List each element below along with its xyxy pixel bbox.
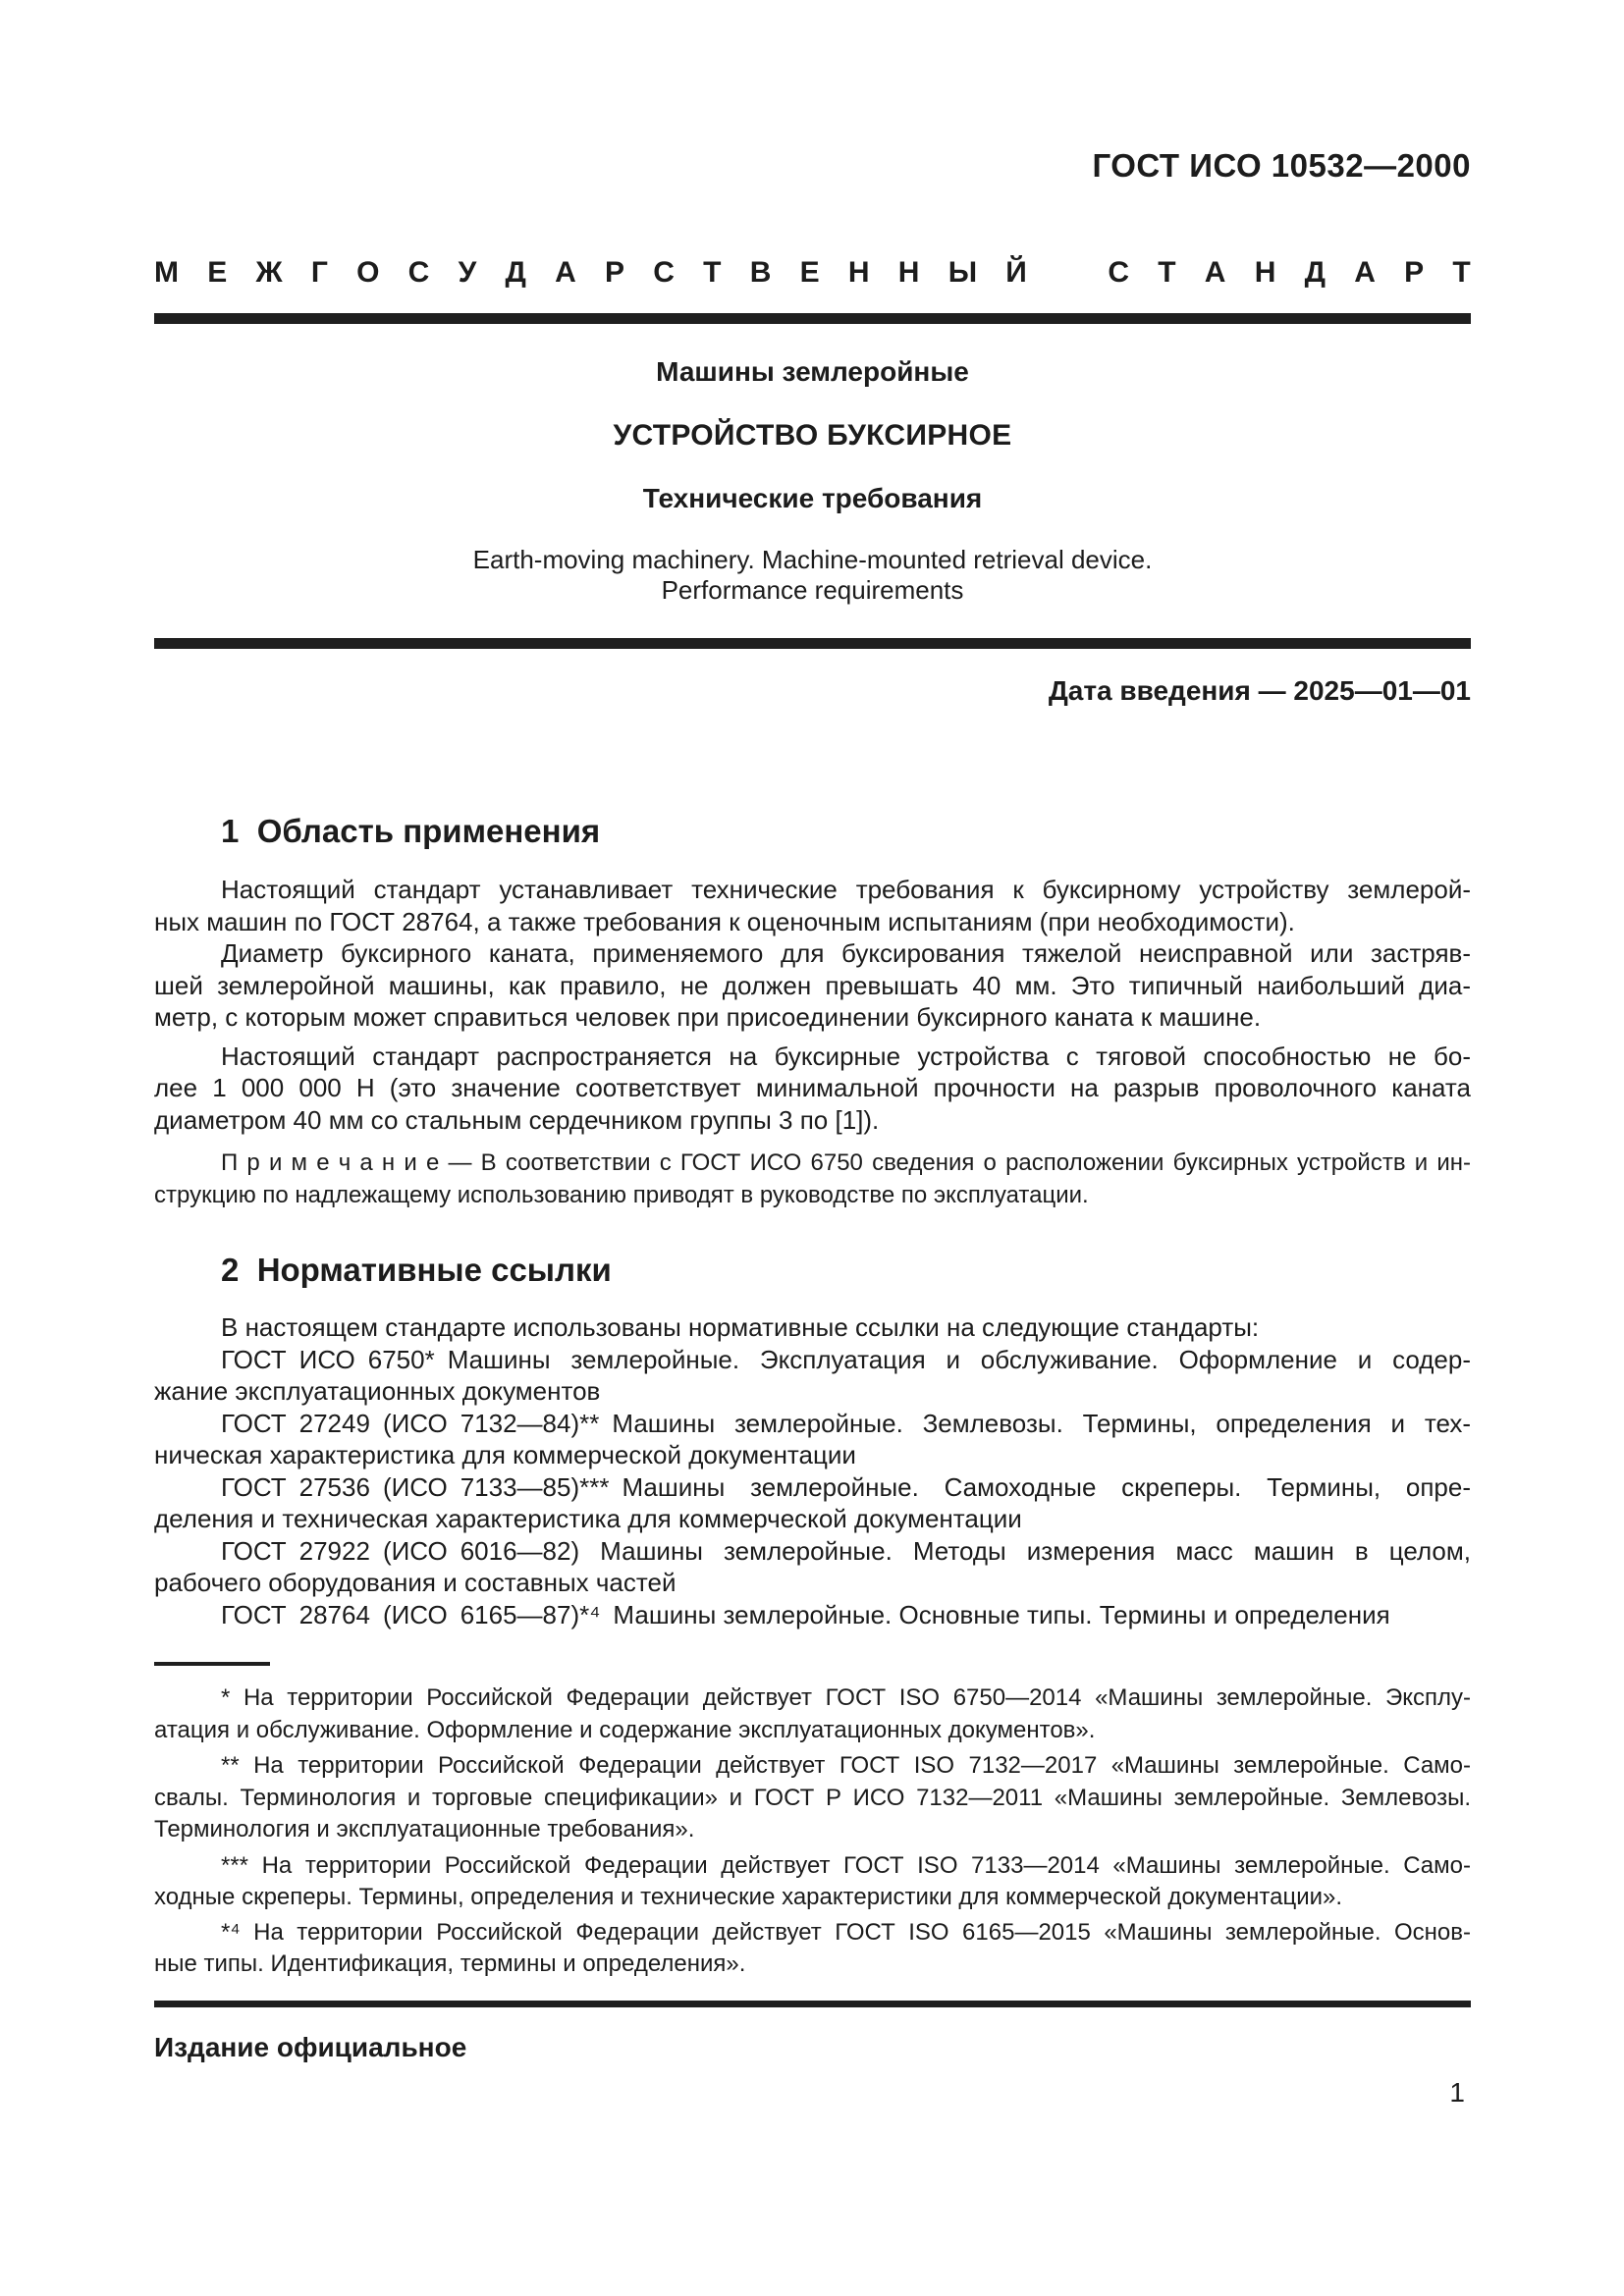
header-rule	[154, 313, 1471, 324]
edition-label: Издание официальное	[154, 2031, 467, 2062]
section-2-heading: 2 Нормативные ссылки	[221, 1252, 612, 1288]
reference-entry-1: ГОСТ ИСО 6750* Машины землеройные. Эксплуатация и обслуживание. Оформление и содер- жание эксплуатационных документов	[154, 1344, 1471, 1406]
page-content	[154, 0, 1471, 2109]
reference-entry-4: ГОСТ 27922 (ИСО 6016—82) Машины землеройные. Методы измерения масс машин в целом, рабочего оборудования и составных частей	[154, 1535, 1471, 1597]
section-1-heading: 1 Область применения	[221, 813, 601, 849]
footnote-2: ** На территории Российской Федерации действует ГОСТ ISO 7132—2017 «Машины землеройные. Само- свалы. Терминология и торговые спецификации» и ГОСТ Р ИСО 7132—2011 «Машины землеройные. Землевозы. Терминология и эксплуатационные требования».	[154, 1752, 1471, 1842]
section-1-paragraph-3: Настоящий стандарт распространяется на буксирные устройства с тяговой способностью не бо- лее 1 000 000 Н (это значение соответствует минимальной прочности на разрыв проволочного каната диаметром 40 мм со стальным сердечником группы 3 по [1]).	[154, 1041, 1471, 1135]
title-rule	[154, 638, 1471, 649]
page-number: 1	[1449, 2076, 1465, 2108]
title-subject: Машины землеройные	[656, 356, 969, 387]
title-main: УСТРОЙСТВО БУКСИРНОЕ	[613, 419, 1012, 452]
title-requirements: Технические требования	[642, 483, 983, 513]
footnote-separator	[154, 1662, 270, 1666]
section-1-paragraph-2: Диаметр буксирного каната, применяемого для буксирования тяжелой неисправной или застряв- шей землеройной машины, как правило, не должен превышать 40 мм. Это типичный наибольший диа- метр, с которым может справиться человек при присоединении буксирного каната к машине.	[154, 938, 1471, 1032]
section-1-note: П р и м е ч а н и е — В соответствии с ГОСТ ИСО 6750 сведения о расположении буксирных устройств и ин- струкцию по надлежащему использованию приводят в руководстве по эксплуатации.	[154, 1149, 1471, 1208]
footnote-4: *⁴ На территории Российской Федерации действует ГОСТ ISO 6165—2015 «Машины землеройные. Основ- ные типы. Идентификация, термины и определения».	[154, 1918, 1471, 1977]
reference-entry-5: ГОСТ 28764 (ИСО 6165—87)*⁴ Машины землеройные. Основные типы. Термины и определения	[221, 1599, 1390, 1629]
footer-rule	[154, 2001, 1471, 2007]
title-english-line2: Performance requirements	[661, 575, 964, 605]
standard-type-heading: М Е Ж Г О С У Д А Р С Т В Е Н Н Ы Й С Т А Н Д А Р Т	[154, 256, 1471, 289]
standard-code: ГОСТ ИСО 10532—2000	[1092, 147, 1471, 184]
title-english-line1: Earth-moving machinery. Machine-mounted retrieval device.	[472, 545, 1153, 574]
section-1-paragraph-1: Настоящий стандарт устанавливает технические требования к буксирному устройству землерой- ных машин по ГОСТ 28764, а также требования к оценочным испытаниям (при необходимости).	[154, 875, 1471, 936]
section-2-intro: В настоящем стандарте использованы нормативные ссылки на следующие стандарты:	[221, 1312, 1260, 1342]
reference-entry-2: ГОСТ 27249 (ИСО 7132—84)** Машины землеройные. Землевозы. Термины, определения и тех- ническая характеристика для коммерческой документации	[154, 1408, 1471, 1469]
reference-entry-3: ГОСТ 27536 (ИСО 7133—85)*** Машины землеройные. Самоходные скреперы. Термины, опре- деления и техническая характеристика для коммерческой документации	[154, 1471, 1471, 1533]
footnote-1: * На территории Российской Федерации действует ГОСТ ISO 6750—2014 «Машины землеройные. Эксплу- атация и обслуживание. Оформление и содержание эксплуатационных документов».	[154, 1684, 1471, 1743]
footnote-3: *** На территории Российской Федерации действует ГОСТ ISO 7133—2014 «Машины землеройные. Само- ходные скреперы. Термины, определения и технические характеристики для коммерческой документации».	[154, 1851, 1471, 1910]
effective-date: Дата введения — 2025—01—01	[1048, 675, 1471, 706]
